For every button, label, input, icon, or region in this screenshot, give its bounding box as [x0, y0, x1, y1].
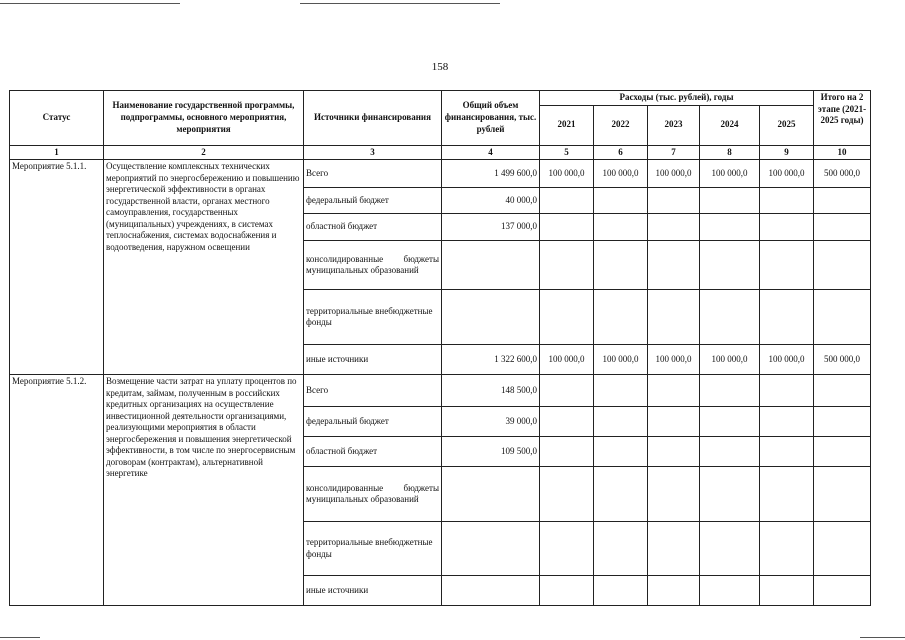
- total-cell: 39 000,0: [442, 407, 540, 437]
- year-cell: [700, 290, 760, 345]
- year-cell: 100 000,0: [760, 160, 814, 188]
- column-number: 8: [700, 145, 760, 160]
- source-cell: Всего: [304, 160, 442, 188]
- stage-total-cell: 500 000,0: [814, 345, 871, 375]
- financing-table: [9, 90, 871, 606]
- year-cell: 100 000,0: [594, 160, 648, 188]
- year-cell: [594, 407, 648, 437]
- header-name: Наименование государственной программы, подпрограммы, основного мероприятия, мероприятия: [104, 91, 304, 146]
- year-cell: [594, 576, 648, 606]
- year-cell: [648, 188, 700, 214]
- year-cell: [760, 437, 814, 467]
- total-cell: 1 322 600,0: [442, 345, 540, 375]
- scan-edge-top-right: [300, 3, 500, 4]
- column-number: 7: [648, 145, 700, 160]
- year-cell: 100 000,0: [760, 345, 814, 375]
- year-cell: [648, 241, 700, 290]
- column-number: 4: [442, 145, 540, 160]
- stage-total-cell: [814, 407, 871, 437]
- column-number: 3: [304, 145, 442, 160]
- year-cell: [760, 188, 814, 214]
- year-cell: [648, 467, 700, 522]
- source-cell: областной бюджет: [304, 437, 442, 467]
- stage-total-cell: [814, 576, 871, 606]
- year-cell: 100 000,0: [540, 160, 594, 188]
- year-cell: [760, 467, 814, 522]
- year-cell: [540, 241, 594, 290]
- year-cell: [700, 437, 760, 467]
- year-cell: [594, 437, 648, 467]
- total-cell: 137 000,0: [442, 214, 540, 241]
- scan-edge-bottom-right: [860, 637, 905, 638]
- year-cell: 100 000,0: [700, 345, 760, 375]
- year-cell: [594, 241, 648, 290]
- year-cell: [540, 214, 594, 241]
- year-cell: [540, 375, 594, 407]
- year-cell: [540, 467, 594, 522]
- column-number: 5: [540, 145, 594, 160]
- year-cell: [700, 375, 760, 407]
- year-cell: [700, 467, 760, 522]
- stage-total-cell: [814, 188, 871, 214]
- year-cell: [594, 375, 648, 407]
- header-stage-total: Итого на 2 этапе (2021-2025 годы): [814, 91, 871, 146]
- year-cell: [594, 188, 648, 214]
- header-year: 2021: [540, 105, 594, 145]
- source-cell: территориальные внебюджетные фонды: [304, 522, 442, 576]
- year-cell: [700, 522, 760, 576]
- source-cell: федеральный бюджет: [304, 407, 442, 437]
- year-cell: [648, 407, 700, 437]
- source-cell: консолидированные бюджеты муниципальных образований: [304, 467, 442, 522]
- year-cell: [700, 241, 760, 290]
- measure-name: Возмещение части затрат на уплату процентов по кредитам, займам, полученным в российских кредитных организациях на осуществление инвестиционной деятельности организациями, реализующими мероприятия в области энергосбережения и повышения энергетической эффективности, в том числе по энергосервисным договорам (контрактам), альтернативной энергетике: [104, 375, 304, 606]
- year-cell: 100 000,0: [594, 345, 648, 375]
- measure-status: Мероприятие 5.1.2.: [10, 375, 104, 606]
- year-cell: 100 000,0: [648, 345, 700, 375]
- year-cell: [700, 407, 760, 437]
- header-year: 2024: [700, 105, 760, 145]
- year-cell: [594, 522, 648, 576]
- measure-name: Осуществление комплексных технических мероприятий по энергосбережению и повышению энергетической эффективности в органах государственной власти, органах местного самоуправления, государственных (муниципальных) учреждениях, в системах теплоснабжения, системах водоснабжения и водоотведения, наружном освещении: [104, 160, 304, 375]
- total-cell: 109 500,0: [442, 437, 540, 467]
- column-number: 9: [760, 145, 814, 160]
- year-cell: [540, 576, 594, 606]
- year-cell: [760, 290, 814, 345]
- year-cell: [648, 437, 700, 467]
- scan-edge-bottom-left: [0, 637, 40, 638]
- year-cell: [760, 522, 814, 576]
- column-number: 6: [594, 145, 648, 160]
- year-cell: [594, 467, 648, 522]
- year-cell: [700, 214, 760, 241]
- year-cell: [594, 290, 648, 345]
- total-cell: 148 500,0: [442, 375, 540, 407]
- total-cell: [442, 290, 540, 345]
- total-cell: [442, 241, 540, 290]
- header-year: 2023: [648, 105, 700, 145]
- column-number: 2: [104, 145, 304, 160]
- year-cell: [594, 214, 648, 241]
- year-cell: 100 000,0: [540, 345, 594, 375]
- year-cell: 100 000,0: [648, 160, 700, 188]
- header-sources: Источники финансирования: [304, 91, 442, 146]
- year-cell: [700, 576, 760, 606]
- table-row: [10, 375, 871, 407]
- stage-total-cell: [814, 214, 871, 241]
- year-cell: [700, 188, 760, 214]
- year-cell: [540, 437, 594, 467]
- column-number: 10: [814, 145, 871, 160]
- scan-edge-top-left: [0, 3, 180, 4]
- stage-total-cell: [814, 437, 871, 467]
- source-cell: консолидированные бюджеты муниципальных образований: [304, 241, 442, 290]
- table-row: [10, 160, 871, 188]
- stage-total-cell: [814, 241, 871, 290]
- total-cell: [442, 522, 540, 576]
- year-cell: [760, 214, 814, 241]
- column-number: 1: [10, 145, 104, 160]
- year-cell: [540, 290, 594, 345]
- total-cell: [442, 467, 540, 522]
- table-body: [10, 160, 871, 606]
- year-cell: [760, 375, 814, 407]
- year-cell: [648, 375, 700, 407]
- year-cell: 100 000,0: [700, 160, 760, 188]
- stage-total-cell: [814, 522, 871, 576]
- stage-total-cell: [814, 467, 871, 522]
- stage-total-cell: 500 000,0: [814, 160, 871, 188]
- year-cell: [760, 241, 814, 290]
- header-year: 2025: [760, 105, 814, 145]
- year-cell: [648, 576, 700, 606]
- year-cell: [648, 214, 700, 241]
- year-cell: [540, 407, 594, 437]
- source-cell: федеральный бюджет: [304, 188, 442, 214]
- stage-total-cell: [814, 375, 871, 407]
- year-cell: [760, 407, 814, 437]
- source-cell: территориальные внебюджетные фонды: [304, 290, 442, 345]
- total-cell: 1 499 600,0: [442, 160, 540, 188]
- table-header: [10, 91, 871, 160]
- header-status: Статус: [10, 91, 104, 146]
- source-cell: областной бюджет: [304, 214, 442, 241]
- total-cell: [442, 576, 540, 606]
- year-cell: [760, 576, 814, 606]
- header-total: Общий объем финансирования, тыс. рублей: [442, 91, 540, 146]
- year-cell: [648, 290, 700, 345]
- year-cell: [540, 522, 594, 576]
- stage-total-cell: [814, 290, 871, 345]
- header-year: 2022: [594, 105, 648, 145]
- source-cell: иные источники: [304, 345, 442, 375]
- source-cell: иные источники: [304, 576, 442, 606]
- total-cell: 40 000,0: [442, 188, 540, 214]
- measure-status: Мероприятие 5.1.1.: [10, 160, 104, 375]
- header-expenses: Расходы (тыс. рублей), годы: [540, 91, 814, 106]
- page-number: 158: [431, 61, 449, 73]
- year-cell: [648, 522, 700, 576]
- source-cell: Всего: [304, 375, 442, 407]
- year-cell: [540, 188, 594, 214]
